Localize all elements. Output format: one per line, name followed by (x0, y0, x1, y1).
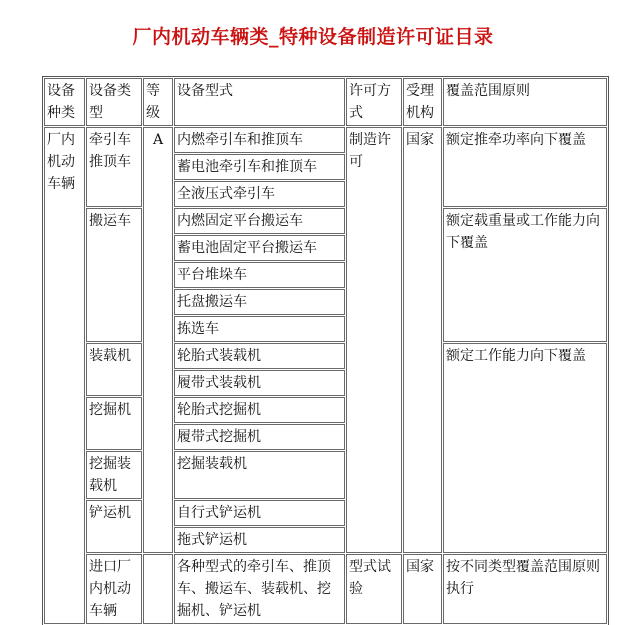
model-cell: 内燃固定平台搬运车 (174, 208, 345, 234)
type-tractor-cell: 牵引车推顶车 (86, 127, 142, 207)
model-cell: 挖掘装载机 (174, 451, 345, 499)
table-header-row (44, 78, 607, 126)
grade-cell: A (143, 127, 173, 553)
import-license-method-cell: 型式试验 (346, 554, 402, 624)
type-excavator-cell: 挖掘机 (86, 397, 142, 450)
model-cell: 蓄电池固定平台搬运车 (174, 235, 345, 261)
license-method-cell: 制造许可 (346, 127, 402, 553)
license-catalog-table (43, 77, 608, 625)
header-equipment-model: 设备型式 (174, 78, 345, 126)
model-cell: 全液压式牵引车 (174, 181, 345, 207)
model-cell: 蓄电池牵引车和推顶车 (174, 154, 345, 180)
table-row (44, 343, 607, 369)
header-grade: 等级 (143, 78, 173, 126)
type-scraper-cell: 铲运机 (86, 500, 142, 553)
model-cell: 轮胎式装载机 (174, 343, 345, 369)
model-cell: 拖式铲运机 (174, 527, 345, 553)
model-cell: 托盘搬运车 (174, 289, 345, 315)
page-title: 厂内机动车辆类_特种设备制造许可证目录 (132, 26, 494, 48)
table-row (44, 554, 607, 624)
coverage-work-capacity-cell: 额定工作能力向下覆盖 (443, 343, 607, 553)
type-excavator-loader-cell: 挖掘装载机 (86, 451, 142, 499)
model-cell: 平台堆垛车 (174, 262, 345, 288)
header-license-method: 许可方式 (346, 78, 402, 126)
header-authority: 受理机构 (403, 78, 442, 126)
coverage-tractor-cell: 额定推牵功率向下覆盖 (443, 127, 607, 207)
model-cell: 拣选车 (174, 316, 345, 342)
import-grade-cell (143, 554, 173, 624)
authority-cell: 国家 (403, 127, 442, 553)
model-cell: 内燃牵引车和推顶车 (174, 127, 345, 153)
import-models-cell: 各种型式的牵引车、推顶车、搬运车、装载机、挖掘机、铲运机 (174, 554, 345, 624)
import-coverage-cell: 按不同类型覆盖范围原则执行 (443, 554, 607, 624)
table-row (44, 127, 607, 153)
equipment-category-cell: 厂内机动车辆 (44, 127, 85, 624)
table-row (44, 208, 607, 234)
model-cell: 履带式装载机 (174, 370, 345, 396)
type-import-cell: 进口厂内机动车辆 (86, 554, 142, 624)
header-coverage-principle: 覆盖范围原则 (443, 78, 607, 126)
import-authority-cell: 国家 (403, 554, 442, 624)
header-equipment-type: 设备类型 (86, 78, 142, 126)
type-carrier-cell: 搬运车 (86, 208, 142, 342)
model-cell: 自行式铲运机 (174, 500, 345, 526)
coverage-carrier-cell: 额定载重量或工作能力向下覆盖 (443, 208, 607, 342)
type-loader-cell: 装载机 (86, 343, 142, 396)
header-equipment-category: 设备种类 (44, 78, 85, 126)
model-cell: 轮胎式挖掘机 (174, 397, 345, 423)
model-cell: 履带式挖掘机 (174, 424, 345, 450)
